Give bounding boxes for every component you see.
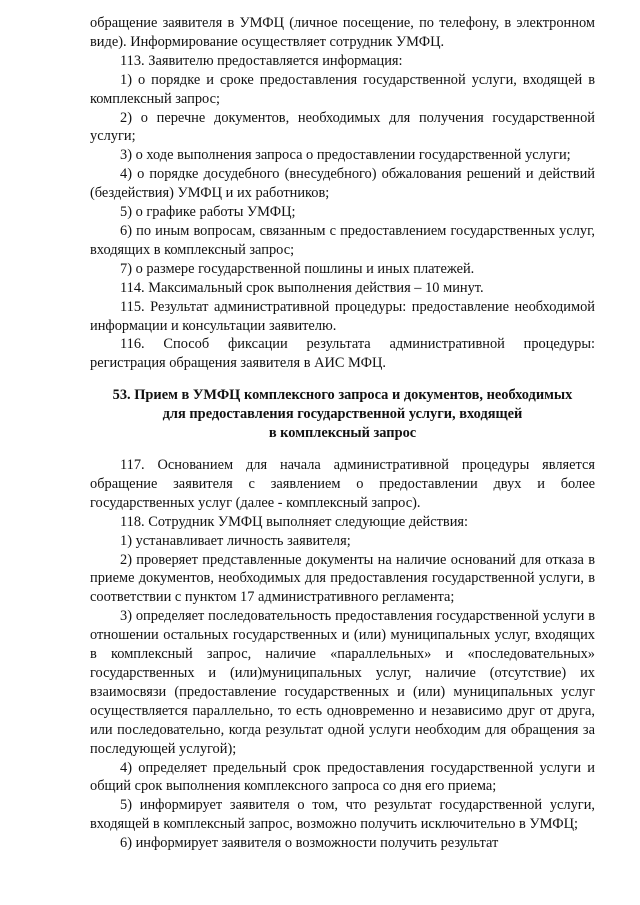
paragraph: обращение заявителя в УМФЦ (личное посещение, по телефону, в электронном виде). Информирование осуществляет сотрудник УМФЦ. (90, 15, 595, 50)
paragraph: 4) о порядке досудебного (внесудебного) обжалования решений и действий (бездействия) УМФЦ и их работников; (90, 166, 595, 202)
paragraph: 117. Основанием для начала административной процедуры является обращение заявителя с заявлением о предоставлении двух и более государственных услуг (далее - комплексный запрос). (90, 457, 595, 511)
paragraph: 6) информирует заявителя о возможности получить результат (120, 835, 499, 852)
paragraph: 116. Способ фиксации результата административной процедуры: регистрация обращения заявителя в АИС МФЦ. (90, 336, 595, 372)
heading-line-2: для предоставления государственной услуги, входящей (162, 406, 523, 422)
section-53-body (90, 456, 595, 853)
paragraph: 2) о перечне документов, необходимых для получения государственной услуги; (90, 109, 595, 145)
paragraph: 118. Сотрудник УМФЦ выполняет следующие действия: (120, 513, 469, 530)
paragraph: 113. Заявителю предоставляется информация: (120, 52, 403, 69)
paragraph: 115. Результат административной процедуры: предоставление необходимой информации и консультации заявителю. (90, 298, 595, 334)
section-52-continuation (90, 14, 595, 373)
paragraph: 3) о ходе выполнения запроса о предоставлении государственной услуги; (120, 147, 571, 164)
paragraph: 1) о порядке и сроке предоставления государственной услуги, входящей в комплексный запрос; (90, 71, 595, 107)
paragraph: 2) проверяет представленные документы на наличие оснований для отказа в приеме документов, необходимых для предоставления государственной услуги, в соответствии с пунктом 17 административного регламента; (90, 551, 595, 606)
paragraph: 114. Максимальный срок выполнения действия – 10 минут. (120, 279, 484, 296)
paragraph: 4) определяет предельный срок предоставления государственной услуги и общий срок выполнения комплексного запроса со дня его приема; (90, 759, 595, 795)
paragraph: 5) о графике работы УМФЦ; (120, 204, 296, 221)
section-53-heading (90, 386, 595, 443)
paragraph: 5) информирует заявителя о том, что результат государственной услуги, входящей в комплексный запрос, возможно получить исключительно в УМФЦ; (90, 797, 595, 833)
paragraph: 1) устанавливает личность заявителя; (120, 532, 351, 549)
heading-line-3: в комплексный запрос (268, 425, 417, 441)
paragraph: 7) о размере государственной пошлины и иных платежей. (120, 260, 475, 277)
heading-line-1: 53. Прием в УМФЦ комплексного запроса и документов, необходимых (112, 387, 573, 403)
paragraph: 3) определяет последовательность предоставления государственной услуги в отношении остальных государственных и (или) муниципальных услуг, входящих в комплексный запрос, наличие «параллельных» и «последовательных» государственных и (или)муниципальных услуг, наличие (отсутствие) их взаимосвязи (предоставление государственных и (или) муниципальных услуг осуществляется параллельно, то есть одновременно и независимо друг от друга, или последовательно, когда результат одной услуги необходим для обращения за последующей услугой); (90, 608, 595, 757)
paragraph: 6) по иным вопросам, связанным с предоставлением государственных услуг, входящих в комплексный запрос; (90, 222, 595, 258)
